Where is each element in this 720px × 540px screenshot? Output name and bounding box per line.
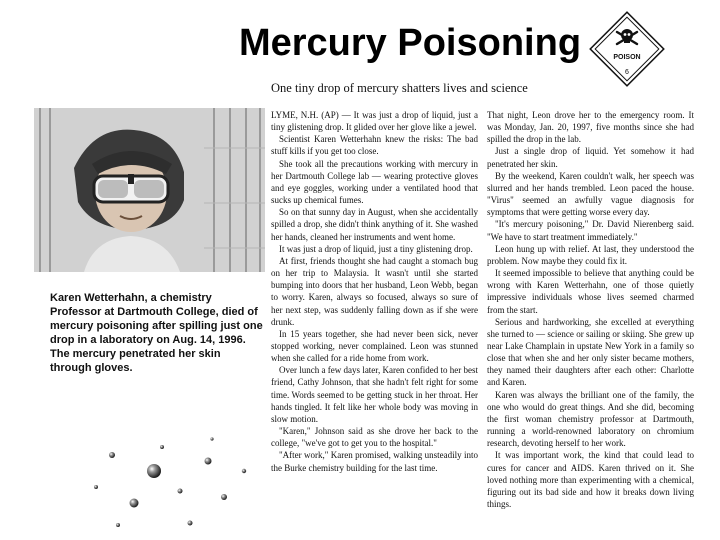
paragraph: Leon hung up with relief. At last, they understood the problem. Now maybe they could fix it. bbox=[487, 243, 694, 266]
paragraph: It was just a drop of liquid, just a tiny glistening drop. bbox=[279, 243, 473, 254]
paragraph: "After work," Karen promised, walking unsteadily into the Burke chemistry building for the last time. bbox=[271, 450, 478, 473]
article-column-1 bbox=[271, 109, 478, 474]
photo-caption: Karen Wetterhahn, a chemistry Professor at Dartmouth College, died of mercury poisoning after spilling just one drop in a laboratory on Aug. 14, 1996. The mercury penetrated her skin through gloves. bbox=[50, 292, 263, 374]
poison-sign-label: POISON bbox=[613, 54, 641, 61]
paragraph: Just a single drop of liquid. Yet somehow it had penetrated her skin. bbox=[487, 146, 694, 169]
paragraph: "Karen," Johnson said as she drove her back to the college, "we've got to get you to the hospital." bbox=[271, 426, 478, 449]
paragraph: It was important work, the kind that could lead to cures for cancer and AIDS. Karen thrived on it. She loved nothing more than experimenting with a chemical, figuring out its bad side and how it breaks down living things. bbox=[487, 450, 694, 509]
paragraph: She took all the precautions working with mercury in her Dartmouth College lab — wearing protective gloves and eye goggles, working under a ventilated hood that sucks up chemical fumes. bbox=[271, 158, 478, 206]
article-subtitle: One tiny drop of mercury shatters lives and science bbox=[271, 81, 528, 95]
paragraph: So on that sunny day in August, when she accidentally spilled a drop, she didn't think anything of it. She washed her hands, cleaned her instruments and went home. bbox=[271, 207, 478, 242]
poison-sign-class-number: 6 bbox=[625, 69, 629, 76]
paragraph: "It's mercury poisoning," Dr. David Nierenberg said. "We have to start treatment immediately." bbox=[487, 219, 694, 242]
scientist-photo bbox=[34, 108, 265, 272]
paragraph: Scientist Karen Wetterhahn knew the risks: The bad stuff kills if you get too close. bbox=[271, 134, 478, 157]
paragraph: At first, friends thought she had caught a stomach bug on her trip to Malaysia. It wasn't until she started bumping into doors that her husband, Leon Webb, began to worry. Karen, always so focused, always so sure of her next step, was suddenly falling down as if she were drunk. bbox=[271, 255, 478, 327]
mercury-droplets-illustration bbox=[70, 425, 260, 540]
article-column-2 bbox=[487, 109, 694, 510]
paragraph: It seemed impossible to believe that anything could be wrong with Karen Wetterhahn, one of those quietly impressive individuals whose lives seemed charmed from the start. bbox=[487, 268, 694, 315]
paragraph: Serious and hardworking, she excelled at everything she turned to — science or sailing or skiing. She grew up near Lake Champlain in upstate New York in a family so close that when she and her only sister became mothers, they named their daughters after each other: Charlotte and Karen. bbox=[487, 316, 694, 388]
paragraph: LYME, N.H. (AP) — It was just a drop of liquid, just a tiny glistening drop. It glided over her glove like a jewel. bbox=[271, 110, 478, 133]
paragraph: In 15 years together, she had never been sick, never stopped working, never complained. Leon was stunned when she called for a ride home from work. bbox=[271, 328, 478, 364]
paragraph: That night, Leon drove her to the emergency room. It was Monday, Jan. 20, 1997, five months since she had spilled the drop in the lab. bbox=[487, 110, 694, 145]
paragraph: Over lunch a few days later, Karen confided to her best friend, Cathy Johnson, that she hadn't felt right for some time. Words seemed to be getting stuck in her throat. Her hands tingled. It felt like her whole body was moving in slow motion. bbox=[271, 365, 478, 424]
paragraph: Karen was always the brilliant one of the family, the one who would do great things. And she did, becoming the first woman chemistry professor at Dartmouth, running a world-renowned laboratory on chromium research, devoting herself to her work. bbox=[487, 389, 694, 449]
poison-sign bbox=[586, 8, 668, 90]
paragraph: By the weekend, Karen couldn't walk, her speech was slurred and her hands trembled. Leon paced the house. "Virus" seemed an awfully vague diagnosis for symptoms that were getting worse every day. bbox=[487, 170, 694, 218]
slide-title: Mercury Poisoning bbox=[238, 22, 582, 64]
